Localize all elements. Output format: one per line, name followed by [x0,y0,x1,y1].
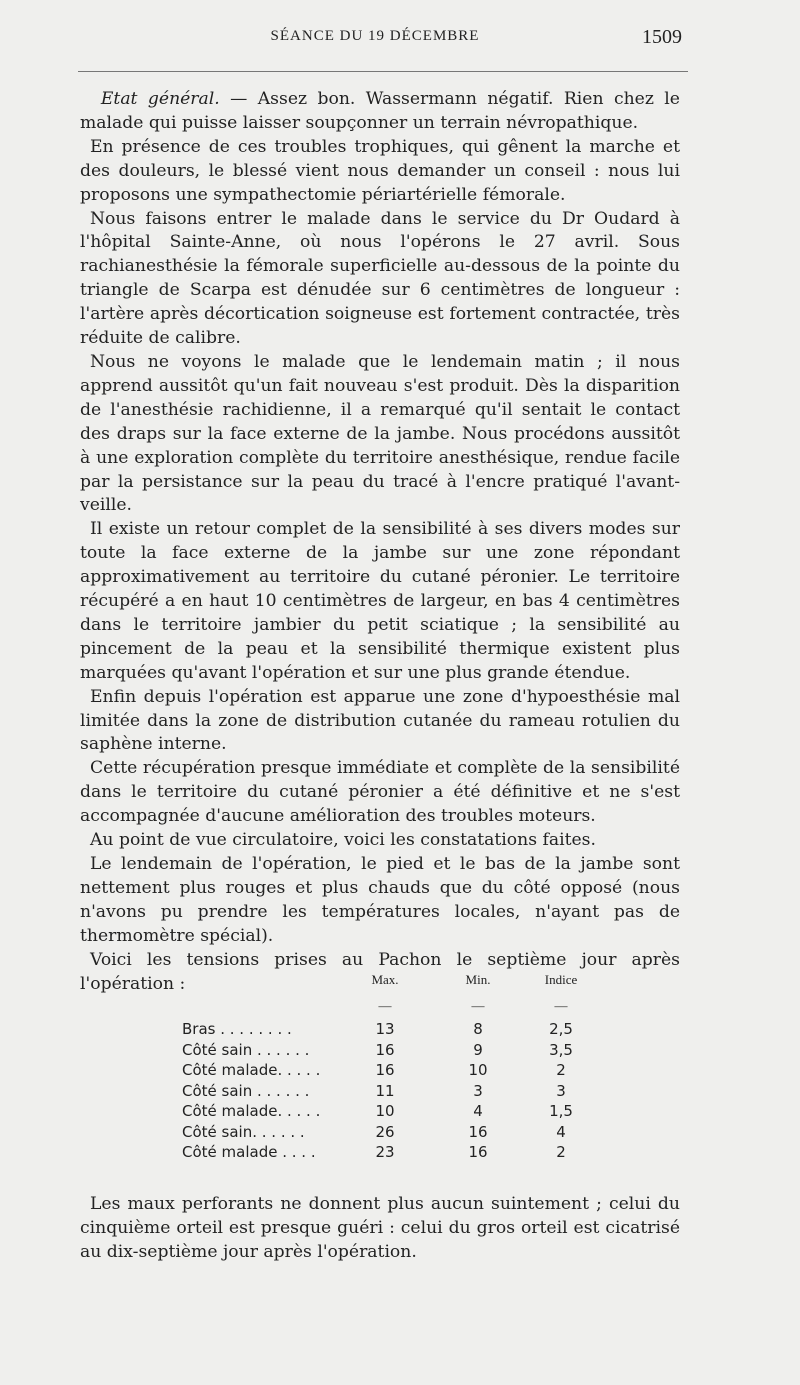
table-row [180,1041,600,1062]
paragraph: Il existe un retour complet de la sensibilité à ses divers modes sur toute la face externe de la jambe sur une zone répondant approximativement au territoire du cutané péronier. Le territoire récupéré a en haut 10 centimètres de largeur, en bas 4 centimètres dans le territoire jambier du petit sciatique ; la sensibilité au pincement de la peau et la sensibilité thermique existent plus marquées qu'avant l'opération et sur une plus grande étendue. [80,519,680,683]
pressure-table [180,972,600,1164]
cell-indice: 4 [556,1122,566,1141]
table-row [180,1082,600,1103]
paragraph: Cette récupération presque immédiate et complète de la sensibilité dans le territoire du cutané péronier a été définitive et ne s'est accompagnée d'aucune amélioration des troubles moteurs. [80,758,680,827]
cell-max: 16 [375,1061,395,1079]
table-body [180,1020,600,1164]
paragraph: Enfin depuis l'opération est apparue une zone d'hypoesthésie mal limitée dans la zone de distribution cutanée du rameau rotulien du saphène interne. [80,686,680,755]
cell-min: 16 [468,1122,488,1141]
paragraph: Au point de vue circulatoire, voici les constatations faites. [90,830,596,851]
header-dash: — [554,998,568,1013]
table-row [180,1123,600,1144]
closing-text [80,1193,680,1265]
cell-indice: 2 [556,1143,566,1161]
cell-min: 10 [468,1061,488,1079]
header-max: Max. [371,972,399,987]
cell-max: 26 [375,1122,395,1141]
table-row [180,1061,600,1082]
cell-label: Côté sain . . . . . . [182,1040,310,1059]
header-indice: Indice [544,972,578,987]
cell-max: 10 [375,1102,395,1120]
cell-indice: 2 [556,1061,566,1079]
paragraph: Le lendemain de l'opération, le pied et le bas de la jambe sont nettement plus rouges et plus chauds que du côté opposé (nous n'avons pu prendre les températures locales, n'ayant pas de thermomètre spécial). [80,854,680,946]
cell-indice: 2,5 [549,1020,573,1038]
page-number: 1509 [642,26,682,48]
paragraph: Les maux perforants ne donnent plus aucun suintement ; celui du cinquième orteil est presque guéri : celui du gros orteil est cicatrisé au dix-septième jour après l'opération. [80,1194,680,1262]
cell-indice: 3,5 [549,1040,573,1059]
paragraph: Nous ne voyons le malade que le lendemain matin ; il nous apprend aussitôt qu'un fait nouveau s'est produit. Dès la disparition de l'anesthésie rachidienne, il a remarqué qu'il sentait le contact des draps sur la face externe de la jambe. Nous procédons aussitôt à une exploration complète du territoire anesthésique, rendue facile par la persistance sur la peau du tracé à l'encre pratiqué l'avant-veille. [80,351,680,516]
header-rule [78,71,688,72]
header-dash: — [378,998,392,1013]
cell-label: Côté sain . . . . . . [182,1081,310,1100]
table-row [180,1020,600,1041]
body-text [80,88,680,996]
cell-max: 13 [375,1020,395,1038]
cell-min: 8 [473,1020,483,1038]
cell-max: 16 [375,1040,395,1059]
cell-indice: 1,5 [549,1102,573,1120]
cell-min: 4 [473,1102,483,1120]
cell-label: Côté sain. . . . . . [182,1122,305,1141]
cell-label: Bras . . . . . . . . [182,1020,292,1038]
paragraph: En présence de ces troubles trophiques, qui gênent la marche et des douleurs, le blessé vient nous demander un conseil : nous lui proposons une sympathectomie périartérielle fémorale. [80,136,680,205]
paragraph: Nous faisons entrer le malade dans le service du Dr Oudard à l'hôpital Sainte-Anne, où nous l'opérons le 27 avril. Sous rachianesthésie la fémorale superficielle au-dessous de la pointe du triangle de Scarpa est dénudée sur 6 centimètres de longueur : l'artère après décortication soigneuse est fortement contractée, très réduite de calibre. [80,208,680,349]
header-min: Min. [465,972,491,987]
paragraph: Etat général. — Assez bon. Wassermann négatif. Rien chez le malade qui puisse laisser soupçonner un terrain névropathique. [80,89,680,133]
header-dash: — [471,998,485,1013]
cell-min: 9 [473,1040,483,1059]
cell-label: Côté malade. . . . . [182,1061,321,1079]
paragraph: Voici les tensions prises au Pachon le septième jour après l'opération : [80,949,680,994]
running-title: SÉANCE DU 19 DÉCEMBRE [270,28,480,44]
cell-max: 23 [375,1143,395,1161]
cell-min: 16 [468,1143,488,1161]
page-header [0,28,800,58]
table-header [180,972,600,1020]
table-row [180,1143,600,1164]
cell-label: Côté malade . . . . [182,1143,316,1161]
cell-indice: 3 [556,1081,566,1100]
cell-label: Côté malade. . . . . [182,1102,321,1120]
cell-min: 3 [473,1081,483,1100]
table-row [180,1102,600,1123]
cell-max: 11 [375,1081,395,1100]
paragraph-lead: Etat général. [100,89,220,109]
